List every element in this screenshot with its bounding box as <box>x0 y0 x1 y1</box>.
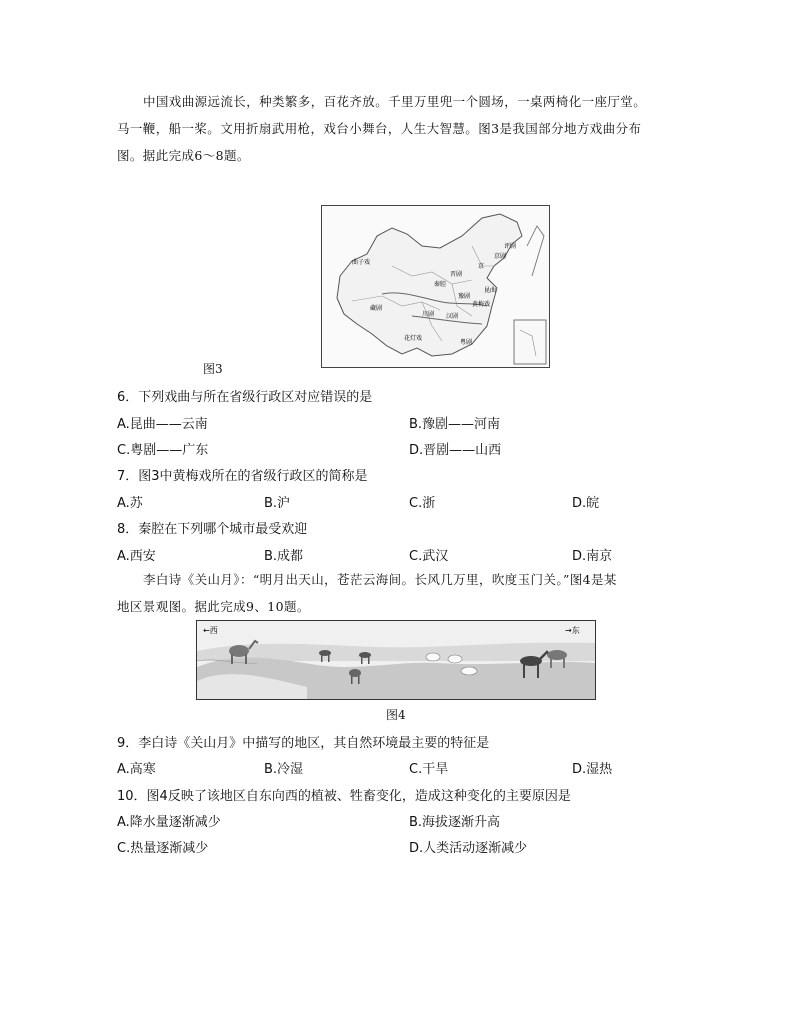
landscape-figure <box>196 620 596 700</box>
q10-option-d[interactable]: D.人类活动逐渐减少 <box>409 841 528 856</box>
q9-option-a[interactable]: A.高寒 <box>117 762 156 777</box>
landscape-svg <box>197 621 595 699</box>
map-label: 黄梅戏 <box>472 301 491 308</box>
map-label: 粤剧 <box>460 339 473 346</box>
west-direction-label: ←西 <box>203 626 218 635</box>
q8-option-b[interactable]: B.成都 <box>264 549 304 564</box>
q6-option-b[interactable]: B.豫剧——河南 <box>409 417 501 432</box>
intro-paragraph-1 <box>117 88 687 169</box>
q9-option-d[interactable]: D.湿热 <box>572 762 613 777</box>
q9-option-c[interactable]: C.干旱 <box>409 762 449 777</box>
east-direction-label: →东 <box>565 626 580 635</box>
q6-option-a[interactable]: A.昆曲——云南 <box>117 417 208 432</box>
map-label: 京 <box>478 263 485 270</box>
intro-line: 图。据此完成6～8题。 <box>117 148 250 163</box>
question-10-stem: 10．图4反映了该地区自东向西的植被、牲畜变化，造成这种变化的主要原因是 <box>117 789 571 804</box>
map-label: 藏剧 <box>370 305 383 312</box>
q10-option-c[interactable]: C.热量逐渐减少 <box>117 841 209 856</box>
map-label: 昆曲 <box>484 287 497 294</box>
map-label: 花灯戏 <box>404 335 423 342</box>
question-8-stem: 8．秦腔在下列哪个城市最受欢迎 <box>117 522 308 537</box>
q7-option-d[interactable]: D.皖 <box>572 496 600 511</box>
intro-line: 李白诗《关山月》：“明月出天山，苍茫云海间。长风几万里，吹度玉门关。”图4是某 <box>143 572 617 587</box>
figure-3-caption: 图3 <box>203 362 223 376</box>
q10-option-b[interactable]: B.海拔逐渐升高 <box>409 815 501 830</box>
intro-paragraph-2 <box>117 566 687 620</box>
q7-option-b[interactable]: B.沪 <box>264 496 291 511</box>
map-label: 秦腔 <box>434 281 447 288</box>
china-opera-map <box>321 205 550 368</box>
question-6-stem: 6．下列戏曲与所在省级行政区对应错误的是 <box>117 390 373 405</box>
intro-line: 马一鞭，船一桨。文用折扇武用枪，戏台小舞台，人生大智慧。图3是我国部分地方戏曲分布 <box>117 121 642 136</box>
map-label: 评剧 <box>504 243 517 250</box>
figure-4-caption: 图4 <box>386 708 406 722</box>
q8-option-d[interactable]: D.南京 <box>572 549 613 564</box>
q6-option-d[interactable]: D.晋剧——山西 <box>409 443 502 458</box>
map-label: 豫剧 <box>458 293 471 300</box>
map-label: 曲子戏 <box>352 259 371 266</box>
map-label: 川剧 <box>422 311 435 318</box>
q6-option-c[interactable]: C.粤剧——广东 <box>117 443 209 458</box>
question-7-stem: 7．图3中黄梅戏所在的省级行政区的简称是 <box>117 469 368 484</box>
intro-line: 地区景观图。据此完成9、10题。 <box>117 599 310 614</box>
map-label: 晋剧 <box>450 271 463 278</box>
q7-option-a[interactable]: A.苏 <box>117 496 143 511</box>
map-label: 京剧 <box>494 253 507 260</box>
china-map-svg <box>322 206 549 367</box>
q8-option-a[interactable]: A.西安 <box>117 549 156 564</box>
q8-option-c[interactable]: C.武汉 <box>409 549 449 564</box>
map-label: 汉剧 <box>446 313 459 320</box>
question-9-stem: 9．李白诗《关山月》中描写的地区，其自然环境最主要的特征是 <box>117 736 490 751</box>
q9-option-b[interactable]: B.冷湿 <box>264 762 304 777</box>
q7-option-c[interactable]: C.浙 <box>409 496 436 511</box>
intro-line: 中国戏曲源远流长，种类繁多，百花齐放。千里万里兜一个圆场，一桌两椅化一座厅堂。 <box>143 94 647 109</box>
q10-option-a[interactable]: A.降水量逐渐减少 <box>117 815 221 830</box>
